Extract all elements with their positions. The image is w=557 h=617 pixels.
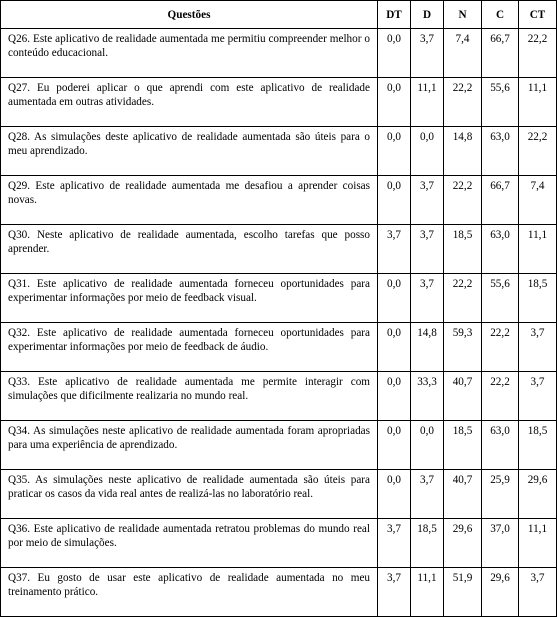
table-row [1, 225, 557, 274]
c-value: 63,0 [482, 421, 519, 470]
table-row [1, 568, 557, 617]
d-value: 3,7 [411, 225, 444, 274]
dt-value: 0,0 [378, 421, 411, 470]
n-value: 22,2 [444, 78, 482, 127]
table-row [1, 176, 557, 225]
ct-value: 11,1 [519, 78, 557, 127]
n-value: 59,3 [444, 323, 482, 372]
n-value: 51,9 [444, 568, 482, 617]
question-text: Q28. As simulações deste aplicativo de realidade aumentada são úteis para o meu aprendizado. [1, 127, 378, 176]
table-row [1, 421, 557, 470]
ct-value: 29,6 [519, 470, 557, 519]
header-dt: DT [378, 1, 411, 29]
table-row [1, 127, 557, 176]
question-text: Q34. As simulações neste aplicativo de realidade aumentada foram apropriadas para uma experiência de aprendizado. [1, 421, 378, 470]
d-value: 11,1 [411, 78, 444, 127]
question-text: Q32. Este aplicativo de realidade aumentada forneceu oportunidades para experimentar informações por meio de feedback de áudio. [1, 323, 378, 372]
d-value: 18,5 [411, 519, 444, 568]
question-text: Q30. Neste aplicativo de realidade aumentada, escolho tarefas que posso aprender. [1, 225, 378, 274]
ct-value: 18,5 [519, 421, 557, 470]
c-value: 22,2 [482, 323, 519, 372]
d-value: 3,7 [411, 176, 444, 225]
d-value: 0,0 [411, 127, 444, 176]
ct-value: 22,2 [519, 29, 557, 78]
n-value: 22,2 [444, 274, 482, 323]
table-row [1, 470, 557, 519]
n-value: 40,7 [444, 372, 482, 421]
ct-value: 11,1 [519, 519, 557, 568]
c-value: 22,2 [482, 372, 519, 421]
table-row [1, 323, 557, 372]
c-value: 66,7 [482, 29, 519, 78]
dt-value: 0,0 [378, 470, 411, 519]
n-value: 14,8 [444, 127, 482, 176]
c-value: 63,0 [482, 225, 519, 274]
ct-value: 11,1 [519, 225, 557, 274]
question-text: Q35. As simulações neste aplicativo de realidade aumentada são úteis para praticar os casos da vida real antes de realizá-las no laboratório real. [1, 470, 378, 519]
n-value: 18,5 [444, 421, 482, 470]
dt-value: 0,0 [378, 78, 411, 127]
d-value: 3,7 [411, 274, 444, 323]
table-row [1, 519, 557, 568]
ct-value: 7,4 [519, 176, 557, 225]
c-value: 29,6 [482, 568, 519, 617]
header-row [1, 1, 557, 29]
dt-value: 0,0 [378, 29, 411, 78]
c-value: 55,6 [482, 78, 519, 127]
table-row [1, 274, 557, 323]
dt-value: 3,7 [378, 225, 411, 274]
ct-value: 3,7 [519, 372, 557, 421]
question-text: Q36. Este aplicativo de realidade aumentada retratou problemas do mundo real por meio de simulações. [1, 519, 378, 568]
d-value: 14,8 [411, 323, 444, 372]
ct-value: 3,7 [519, 568, 557, 617]
question-text: Q29. Este aplicativo de realidade aumentada me desafiou a aprender coisas novas. [1, 176, 378, 225]
question-text: Q26. Este aplicativo de realidade aumentada me permitiu compreender melhor o conteúdo educacional. [1, 29, 378, 78]
header-ct: CT [519, 1, 557, 29]
n-value: 22,2 [444, 176, 482, 225]
n-value: 40,7 [444, 470, 482, 519]
n-value: 7,4 [444, 29, 482, 78]
question-text: Q33. Este aplicativo de realidade aumentada me permite interagir com simulações que dificilmente realizaria no mundo real. [1, 372, 378, 421]
ct-value: 3,7 [519, 323, 557, 372]
dt-value: 0,0 [378, 323, 411, 372]
header-n: N [444, 1, 482, 29]
c-value: 63,0 [482, 127, 519, 176]
question-text: Q27. Eu poderei aplicar o que aprendi com este aplicativo de realidade aumentada em outras atividades. [1, 78, 378, 127]
table-row [1, 372, 557, 421]
d-value: 33,3 [411, 372, 444, 421]
question-text: Q31. Este aplicativo de realidade aumentada forneceu oportunidades para experimentar informações por meio de feedback visual. [1, 274, 378, 323]
c-value: 66,7 [482, 176, 519, 225]
dt-value: 0,0 [378, 127, 411, 176]
c-value: 37,0 [482, 519, 519, 568]
ct-value: 18,5 [519, 274, 557, 323]
d-value: 3,7 [411, 29, 444, 78]
c-value: 25,9 [482, 470, 519, 519]
question-text: Q37. Eu gosto de usar este aplicativo de realidade aumentada no meu treinamento prático. [1, 568, 378, 617]
dt-value: 0,0 [378, 274, 411, 323]
ct-value: 22,2 [519, 127, 557, 176]
d-value: 0,0 [411, 421, 444, 470]
header-c: C [482, 1, 519, 29]
dt-value: 0,0 [378, 372, 411, 421]
n-value: 18,5 [444, 225, 482, 274]
d-value: 11,1 [411, 568, 444, 617]
n-value: 29,6 [444, 519, 482, 568]
dt-value: 3,7 [378, 568, 411, 617]
header-d: D [411, 1, 444, 29]
d-value: 3,7 [411, 470, 444, 519]
c-value: 55,6 [482, 274, 519, 323]
table-row [1, 78, 557, 127]
header-questions: Questões [1, 1, 378, 29]
dt-value: 3,7 [378, 519, 411, 568]
dt-value: 0,0 [378, 176, 411, 225]
table-row [1, 29, 557, 78]
